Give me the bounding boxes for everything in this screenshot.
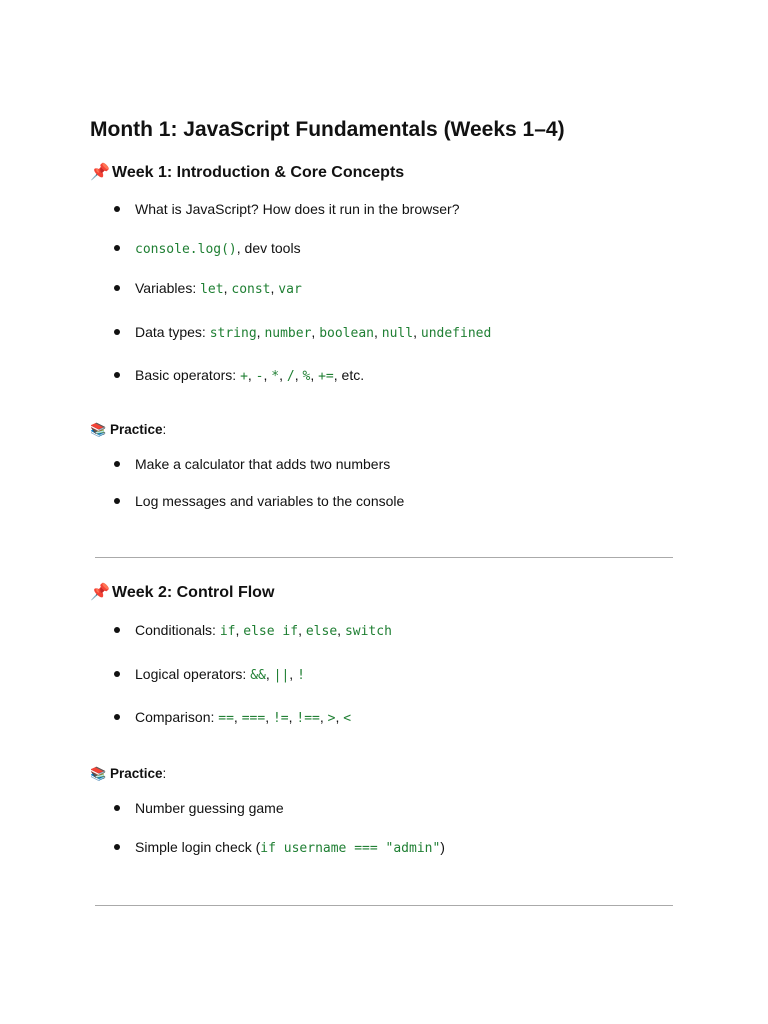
bullet-icon — [114, 285, 120, 291]
week-1-heading — [90, 162, 404, 184]
bullet-icon — [114, 329, 120, 335]
section-divider — [95, 557, 673, 558]
inline-code: < — [343, 711, 352, 726]
inline-code: if — [219, 624, 236, 639]
inline-code: % — [302, 369, 311, 384]
week-2-heading — [90, 582, 274, 604]
inline-code: string — [209, 326, 257, 341]
inline-code: const — [231, 282, 271, 297]
inline-code: number — [264, 326, 312, 341]
practice-label: 📚 Practice: — [90, 422, 167, 437]
inline-code: != — [272, 711, 289, 726]
inline-code: ! — [297, 668, 305, 683]
bullet-icon — [114, 627, 120, 633]
inline-code: !== — [296, 711, 320, 726]
inline-code: * — [271, 369, 280, 384]
practice-label: 📚 Practice: — [90, 766, 167, 781]
inline-code: console.log() — [135, 242, 237, 257]
inline-code: var — [278, 282, 302, 297]
inline-code: / — [286, 369, 295, 384]
inline-code: === — [241, 711, 266, 726]
bullet-icon — [114, 245, 120, 251]
page-title: Month 1: JavaScript Fundamentals (Weeks 1–4) — [90, 118, 565, 141]
inline-code: && — [250, 668, 266, 683]
inline-code: + — [240, 369, 248, 384]
pushpin-icon: 📌 — [90, 164, 110, 181]
inline-code: switch — [344, 624, 392, 639]
bullet-icon — [114, 498, 120, 504]
bullet-icon — [114, 461, 120, 467]
bullet-icon — [114, 671, 120, 677]
inline-code: += — [318, 369, 334, 384]
bullet-icon — [114, 714, 120, 720]
inline-code: == — [218, 711, 234, 726]
week-2-heading-text: Week 2: Control Flow — [112, 584, 275, 601]
inline-code: - — [255, 369, 264, 384]
bullet-icon — [114, 206, 120, 212]
bullet-icon — [114, 844, 120, 850]
pushpin-icon: 📌 — [90, 584, 110, 601]
inline-code: if username === "admin" — [260, 841, 441, 856]
document-page: Month 1: JavaScript Fundamentals (Weeks 1–4) 📌 Week 1: Introduction & Core Concepts What is JavaScript? How does it run in the browser? console.log(), dev tools Variables: let, const, var Data types: string, number, boolean, null, undefined Basic operators: +, -, *, /, %, +=, etc. 📚 Practice: Make a calculator that adds two numbers Log messages and variables to the console 📌 Week 2: Control Flow Conditionals: if, else if, else, switch Logical operators: &&, ||, ! Comparison: ==, ===, !=, !==, >, < 📚 Practice: Number guessing game Simple login check (if username === "admin") — [0, 0, 768, 1024]
inline-code: else — [305, 624, 338, 639]
inline-code: boolean — [319, 326, 374, 341]
week-1-heading-text: Week 1: Introduction & Core Concepts — [112, 164, 405, 181]
inline-code: else if — [243, 624, 299, 639]
bullet-icon — [114, 372, 120, 378]
inline-code: undefined — [420, 326, 492, 341]
inline-code: null — [381, 326, 414, 341]
bullet-icon — [114, 805, 120, 811]
inline-code: let — [200, 282, 224, 297]
section-divider — [95, 905, 673, 906]
books-icon: 📚 — [90, 766, 107, 781]
inline-code: || — [273, 668, 290, 683]
books-icon: 📚 — [90, 422, 107, 437]
inline-code: > — [327, 711, 336, 726]
